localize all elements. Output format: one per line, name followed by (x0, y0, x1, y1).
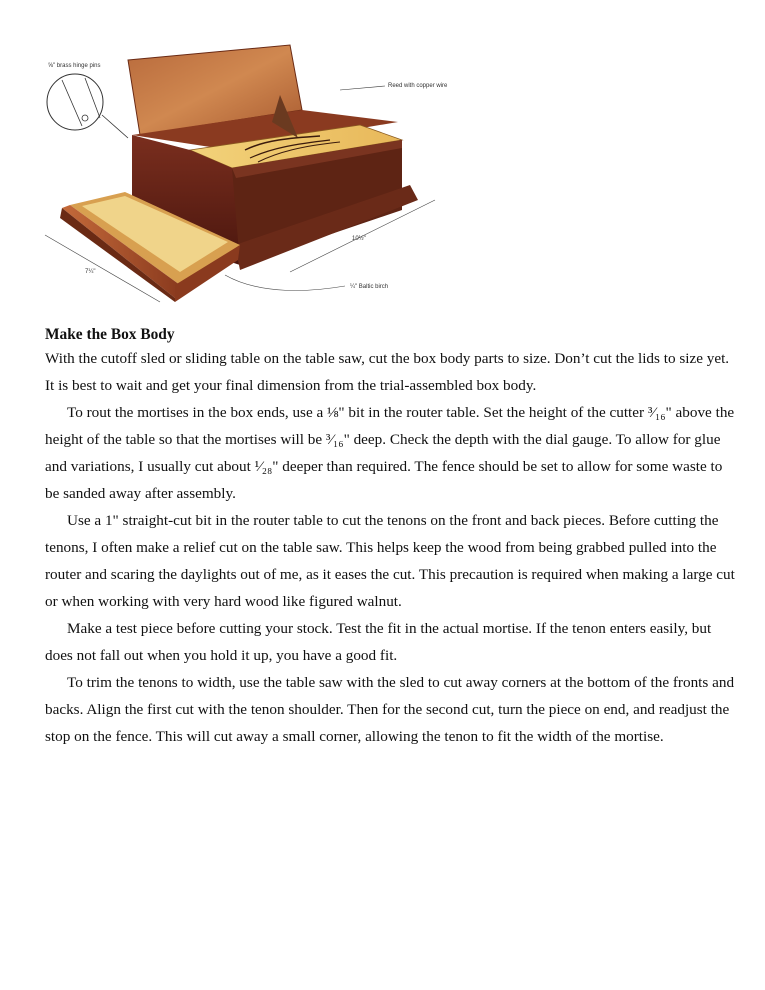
paragraph: To trim the tenons to width, use the table saw with the sled to cut away corners at the bottom of the fronts and backs. Align the first cut with the tenon shoulder. Then for the second cut, turn the piece on end, and readjust the stop on the fence. This will cut away a small corner, allowing the tenon to fit the width of the mortise. (45, 674, 735, 745)
dim-width: 7¼" (85, 269, 96, 275)
paragraph: Use a 1" straight-cut bit in the router table to cut the tenons on the front and back pieces. Before cutting the tenons, I often make a relief cut on the table saw. This helps keep the wood from being grabbed pulled into the router and scaring the daylights out of me, as it eases the cut. This precaution is required when making a large cut or when working with very hard wood like figured walnut. (45, 512, 735, 610)
box-illustration (40, 40, 460, 305)
paragraph: To rout the mortises in the box ends, use a ⅛" bit in the router table. Set the height of the cutter ³⁄₁₆" above the height of the table so that the mortises will be ³⁄₁₆" deep. Check the depth with the dial gauge. To allow for glue and variations, I usually cut about ¹⁄₂₈" deeper than required. The fence should be set to allow for some waste to be sanded away after assembly. (45, 404, 735, 502)
dim-length: 10½" (352, 236, 366, 242)
callout-reed: Reed with copper wire (388, 83, 448, 89)
article-body (45, 325, 735, 750)
section-heading: Make the Box Body (45, 326, 175, 343)
callout-birch: ¼" Baltic birch (350, 284, 389, 290)
paragraph: With the cutoff sled or sliding table on the table saw, cut the box body parts to size. Don’t cut the lids to size yet. It is best to wait and get your final dimension from the trial-assembled box body. (45, 350, 730, 394)
box-drawing (40, 40, 460, 305)
hinge-detail (47, 74, 128, 138)
paragraph: Make a test piece before cutting your stock. Test the fit in the actual mortise. If the tenon enters easily, but does not fall out when you hold it up, you have a good fit. (45, 620, 712, 664)
callout-pins: ⅝" brass hinge pins (48, 63, 101, 69)
